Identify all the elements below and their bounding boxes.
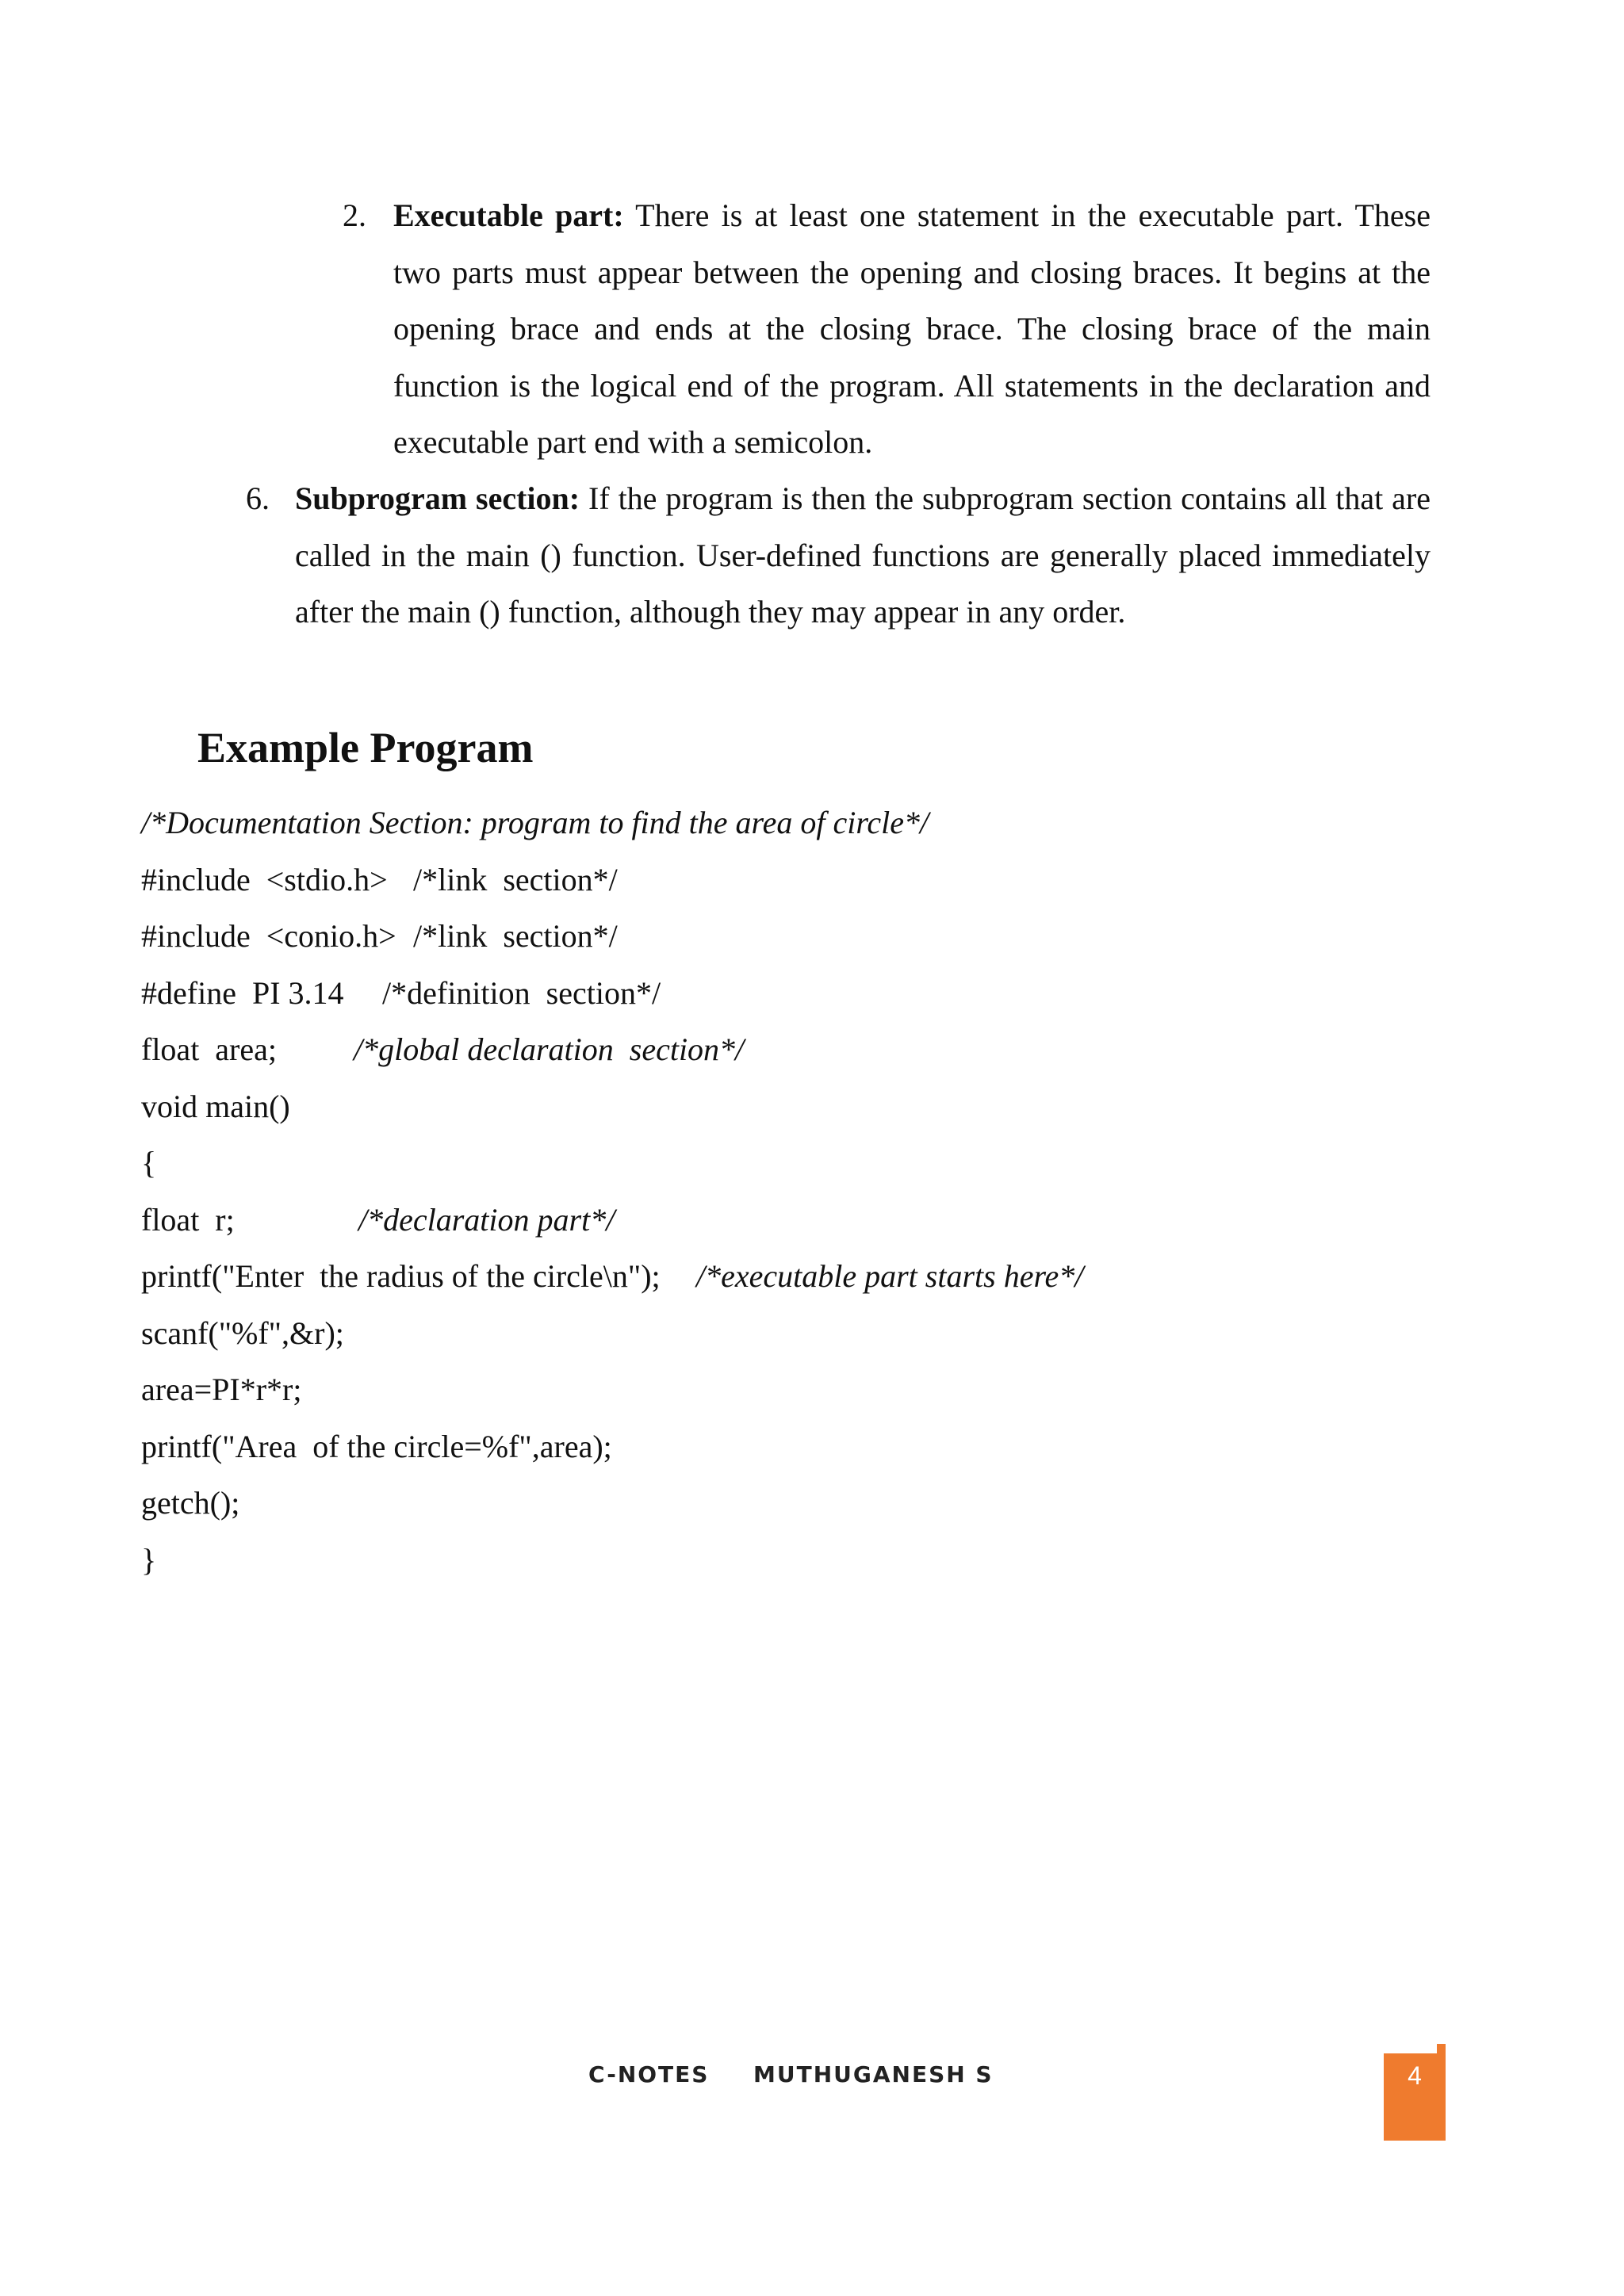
code-text: #include <stdio.h> xyxy=(141,861,388,897)
list-number: 2. xyxy=(343,197,366,233)
code-text: { xyxy=(141,1145,157,1181)
list-item-text: There is at least one statement in the executable part. These two parts must appear between the opening and closing braces. It begins at the opening brace and ends at the closing brace. The closing brace of the main function is the logical end of the program. All statements in the declaration and executable part end with a semicolon. xyxy=(393,197,1431,460)
code-line xyxy=(141,1532,1489,1589)
code-line xyxy=(141,1305,1489,1362)
list-item-label: Executable part: xyxy=(393,197,624,233)
code-line xyxy=(141,1192,1489,1249)
footer-author: MUTHUGANESH S xyxy=(753,2061,994,2087)
code-comment: /*global declaration section*/ xyxy=(354,1031,745,1067)
list-item-subprogram-section xyxy=(246,470,1431,641)
code-comment: /*definition section*/ xyxy=(382,974,661,1011)
code-text: printf("Area of the circle=%f",area); xyxy=(141,1428,612,1464)
code-comment: /*declaration part*/ xyxy=(358,1201,615,1238)
code-comment: /*executable part starts here*/ xyxy=(696,1258,1084,1294)
page-number-badge xyxy=(1384,2053,1446,2141)
section-heading: Example Program xyxy=(197,724,534,771)
code-line xyxy=(141,1418,1489,1475)
code-text: void main() xyxy=(141,1088,290,1124)
code-line xyxy=(141,1021,1489,1078)
code-line xyxy=(141,1078,1489,1135)
code-comment: /*link section*/ xyxy=(413,918,618,954)
code-line xyxy=(141,1248,1489,1305)
code-text: area=PI*r*r; xyxy=(141,1372,302,1407)
code-line xyxy=(141,908,1489,965)
list-item-text: If the program is then the subprogram section contains all that are called in the main () function. User-defined functions are generally placed immediately after the main () function, although they may appear in any order. xyxy=(295,480,1431,629)
footer-title: C-NOTES xyxy=(588,2061,710,2087)
code-line xyxy=(141,965,1489,1022)
code-line xyxy=(141,1361,1489,1418)
code-text: #include <conio.h> xyxy=(141,918,396,954)
list-number: 6. xyxy=(246,480,270,516)
page-number: 4 xyxy=(1408,2061,1422,2090)
example-program-code xyxy=(141,794,1489,1588)
code-text: float area; xyxy=(141,1031,277,1067)
code-line xyxy=(141,851,1489,909)
code-line xyxy=(141,1135,1489,1192)
code-text: getch(); xyxy=(141,1485,240,1521)
list-item-label: Subprogram section: xyxy=(295,480,580,516)
code-text: printf("Enter the radius of the circle\n"); xyxy=(141,1258,661,1294)
code-line xyxy=(141,794,1489,851)
code-text: /*Documentation Section: program to find the area of circle*/ xyxy=(141,805,929,840)
code-line xyxy=(141,1475,1489,1532)
code-text: float r; xyxy=(141,1201,235,1238)
list-item-executable-part xyxy=(343,187,1431,471)
code-text: #define PI 3.14 xyxy=(141,974,344,1011)
code-comment: /*link section*/ xyxy=(413,861,618,897)
code-text: } xyxy=(141,1541,157,1578)
code-text: scanf("%f",&r); xyxy=(141,1314,344,1351)
